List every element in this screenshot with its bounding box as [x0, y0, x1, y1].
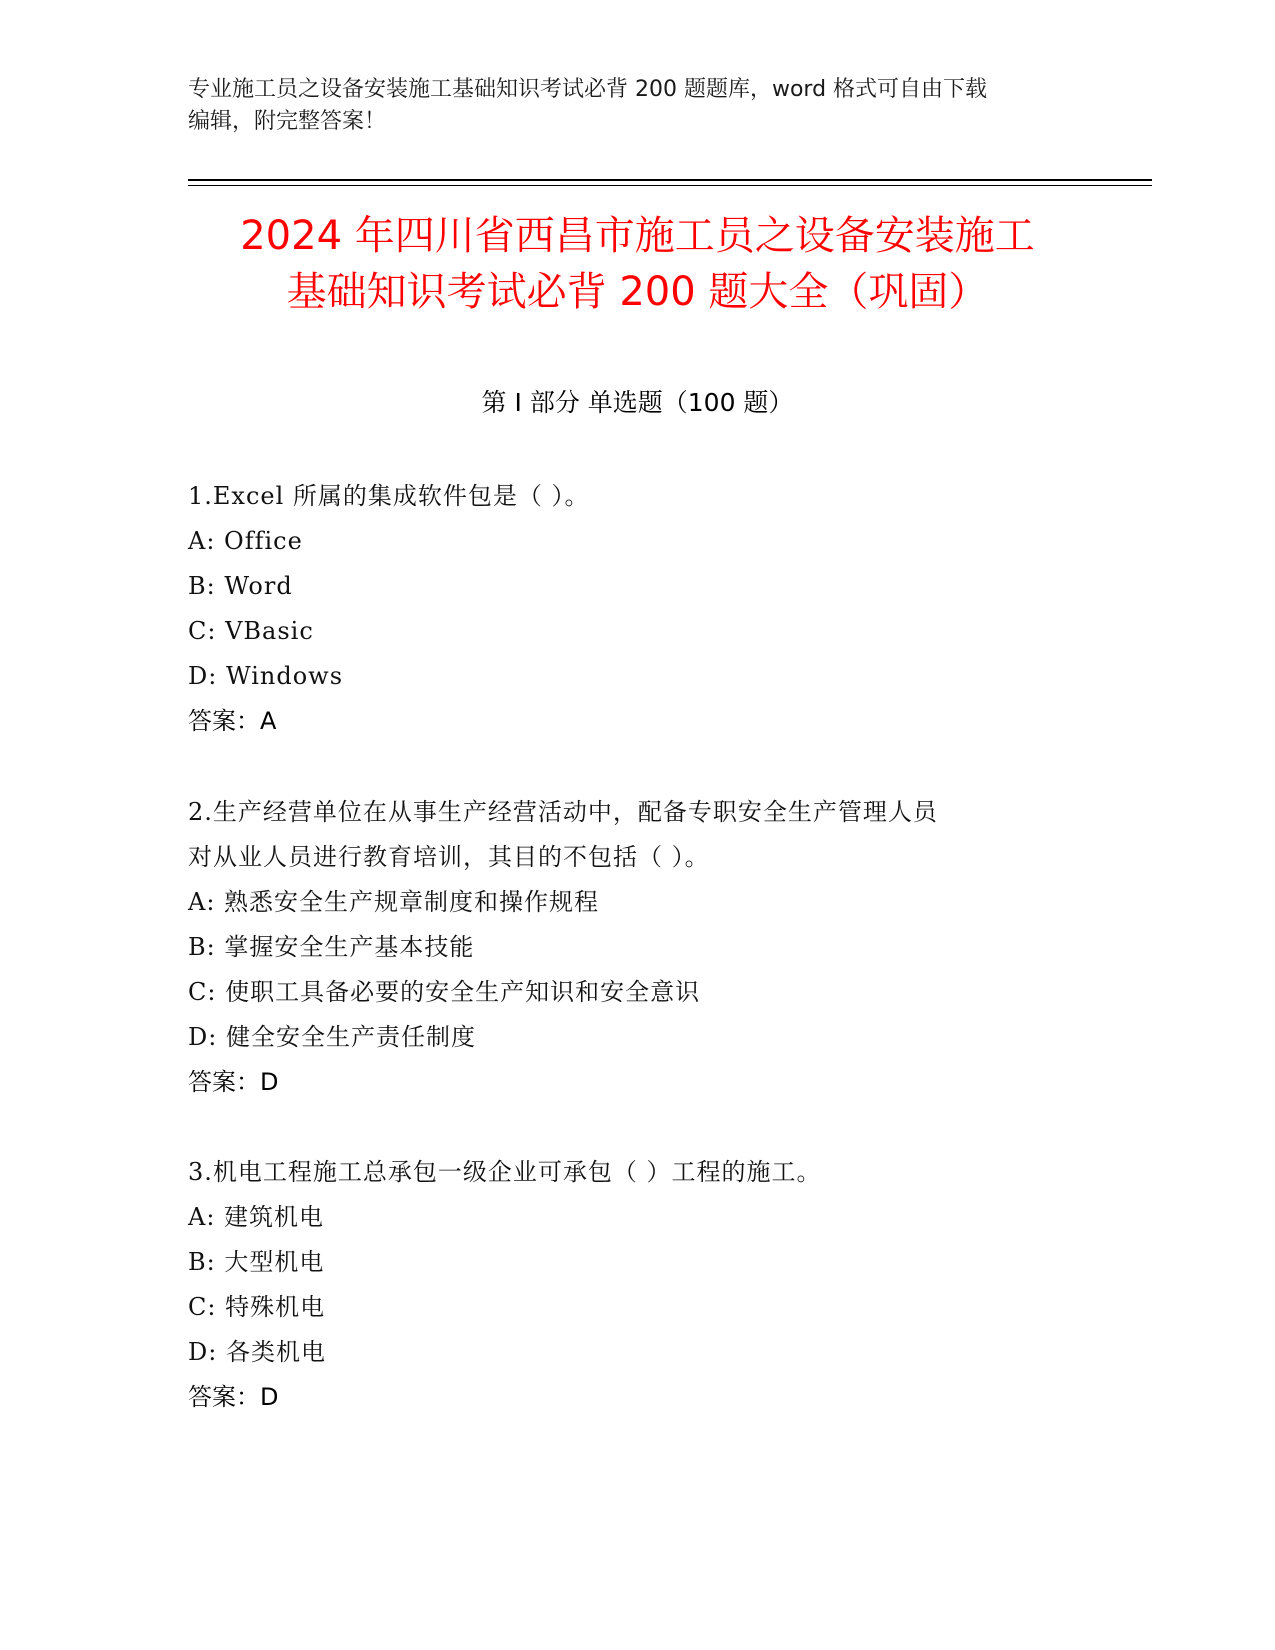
header-note-line-2: 编辑，附完整答案！ [188, 109, 387, 134]
answer-line: 答案：A [188, 707, 277, 735]
question-block-2 [188, 790, 1088, 1105]
option-b: B: 大型机电 [188, 1248, 325, 1276]
document-title-line-1: 2024 年四川省西昌市施工员之设备安装施工 [240, 213, 1035, 259]
answer-line: 答案：D [188, 1068, 279, 1096]
option-a: A: 熟悉安全生产规章制度和操作规程 [188, 888, 600, 916]
document-header-note [188, 74, 1088, 138]
option-a: A: Office [188, 527, 303, 555]
option-c: C: 使职工具备必要的安全生产知识和安全意识 [188, 978, 701, 1006]
header-divider-thin [188, 185, 1152, 186]
option-c: C: VBasic [188, 617, 314, 645]
option-c: C: 特殊机电 [188, 1293, 326, 1321]
option-b: B: Word [188, 572, 293, 600]
header-divider-thick [188, 179, 1152, 181]
section-heading: 第 I 部分 单选题（100 题） [481, 388, 794, 417]
option-b: B: 掌握安全生产基本技能 [188, 933, 475, 961]
document-title-line-2: 基础知识考试必背 200 题大全（巩固） [286, 269, 989, 315]
question-stem: 3.机电工程施工总承包一级企业可承包（ ）工程的施工。 [188, 1158, 822, 1186]
question-stem: 2.生产经营单位在从事生产经营活动中，配备专职安全生产管理人员 [188, 798, 938, 826]
document-title [150, 208, 1125, 320]
option-d: D: 健全安全生产责任制度 [188, 1023, 476, 1051]
question-block-1 [188, 474, 1088, 744]
header-note-line-1: 专业施工员之设备安装施工基础知识考试必背 200 题题库，word 格式可自由下载 [188, 77, 988, 102]
option-d: D: Windows [188, 662, 344, 690]
option-d: D: 各类机电 [188, 1338, 326, 1366]
question-stem-continued: 对从业人员进行教育培训，其目的不包括（ ）。 [188, 843, 710, 871]
answer-line: 答案：D [188, 1383, 279, 1411]
question-stem: 1.Excel 所属的集成软件包是（ ）。 [188, 482, 590, 510]
question-block-3 [188, 1150, 1088, 1420]
option-a: A: 建筑机电 [188, 1203, 325, 1231]
